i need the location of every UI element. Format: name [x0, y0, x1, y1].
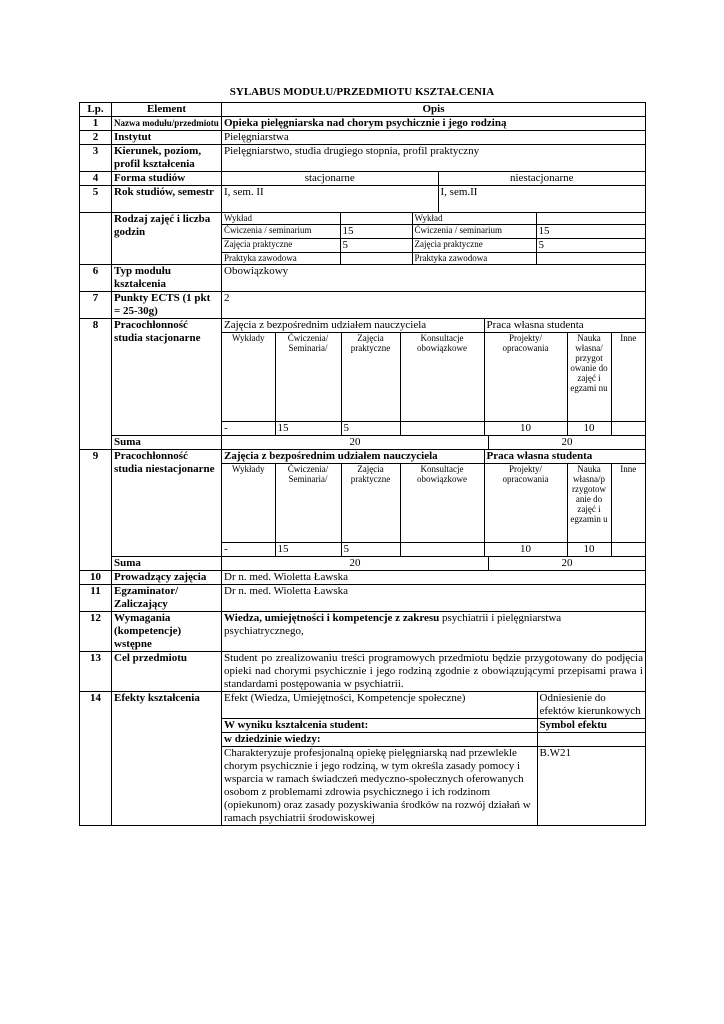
r8-suma-b: 20	[489, 436, 646, 449]
row-13-lp: 13	[80, 652, 112, 692]
r8-suma-a: 20	[222, 436, 489, 449]
row-1-lp: 1	[80, 117, 112, 131]
row-11-lp: 11	[80, 585, 112, 612]
row-12-label: Wymagania (kompetencje) wstępne	[112, 612, 222, 652]
row-4-label: Forma studiów	[112, 172, 222, 186]
row-2	[80, 131, 646, 145]
row-5-label: Rok studiów, semestr	[112, 186, 222, 213]
r9-v-inne	[611, 543, 645, 557]
r8-h-konsultacje: Konsultacje obowiązkowe	[400, 333, 484, 422]
subject-name: Opieka pielęgniarska nad chorym psychicznie i jego rodziną	[222, 117, 646, 131]
r9-group-a: Zajęcia z bezpośrednim udziałem nauczyciela	[222, 450, 484, 464]
row-8-lp: 8	[80, 319, 112, 450]
header-lp: Lp.	[80, 103, 112, 117]
row-3	[80, 145, 646, 172]
r8-h-inne: Inne	[611, 333, 645, 422]
header-element: Element	[112, 103, 222, 117]
row-11-label: Egzaminator/ Zaliczający	[112, 585, 222, 612]
row-3-lp: 3	[80, 145, 112, 172]
r8-v-wyklady: -	[222, 422, 275, 436]
row-9	[80, 450, 646, 557]
row-2-lp: 2	[80, 131, 112, 145]
st-wyklad-label: Wykład	[222, 213, 340, 225]
r9-v-zajecia: 5	[341, 543, 400, 557]
r8-h-projekty: Projekty/ opracowania	[484, 333, 567, 422]
row-7-label: Punkty ECTS (1 pkt = 25-30g)	[112, 292, 222, 319]
effects-col-b: Odniesienie do efektów kierunkowych	[537, 692, 645, 719]
row-1-label: Nazwa modułu/przedmiotu	[112, 117, 222, 131]
r8-v-nauka: 10	[567, 422, 611, 436]
r8-group-a: Zajęcia z bezpośrednim udziałem nauczyciela	[222, 319, 484, 333]
row-9-suma	[80, 557, 646, 571]
r8-h-zajecia: Zajęcia praktyczne	[341, 333, 400, 422]
r8-v-projekty: 10	[484, 422, 567, 436]
row-5	[80, 186, 646, 213]
row-11	[80, 585, 646, 612]
r8-v-zajecia: 5	[341, 422, 400, 436]
r9-suma-a: 20	[222, 557, 489, 570]
row-4	[80, 172, 646, 186]
st-zawodowa-label: Praktyka zawodowa	[222, 253, 340, 265]
r9-v-konsultacje	[400, 543, 484, 557]
row-8-label: Pracochłonność studia stacjonarne	[112, 319, 222, 436]
year-stacjonarne: I, sem. II	[222, 186, 438, 212]
objective-value: Student po zrealizowaniu treści programowych przedmiotu będzie przygotowany do podjęcia opieki nad chorymi psychicznie i jego rodziną zgodnie z obowiązującymi przepisami prawa i standardami postępowania w psychiatrii.	[222, 652, 646, 692]
row-13	[80, 652, 646, 692]
row-7	[80, 292, 646, 319]
row-6-label: Typ modułu kształcenia	[112, 265, 222, 292]
st-wyklad-hours	[340, 213, 412, 225]
r8-v-cwiczenia: 15	[275, 422, 341, 436]
row-9-label: Pracochłonność studia niestacjonarne	[112, 450, 222, 557]
year-niestacjonarne: I, sem.II	[438, 186, 645, 212]
row-3-label: Kierunek, poziom, profil kształcenia	[112, 145, 222, 172]
ns-zawodowa-label: Praktyka zawodowa	[412, 253, 536, 265]
r9-h-projekty: Projekty/ opracowania	[484, 464, 567, 543]
effect-text: Charakteryzuje profesjonalną opiekę pielęgniarską nad przewlekle chorym psychicznie i jego rodziną, w tym określa zasady pomocy i wsparcia w ramach świadczeń medyczno-społecznych oferowanych osobom z problemami zdrowia psychicznego i ich rodzinom (opiekunom) oraz zasady pozyskiwania środków na rozwój działań w ramach psychiatrii środowiskowej	[222, 747, 537, 826]
row-6-lp: 6	[80, 265, 112, 292]
effects-student: W wyniku kształcenia student:	[222, 719, 537, 733]
row-14-lp: 14	[80, 692, 112, 826]
ns-wyklad-hours	[536, 213, 645, 225]
r9-h-wyklady: Wykłady	[222, 464, 275, 543]
r9-h-inne: Inne	[611, 464, 645, 543]
effect-symbol: B.W21	[537, 747, 645, 826]
row-7-lp: 7	[80, 292, 112, 319]
st-praktyczne-hours: 5	[340, 239, 412, 253]
row-14	[80, 692, 646, 826]
ns-cwiczenia-hours: 15	[536, 225, 645, 239]
ns-zawodowa-hours	[536, 253, 645, 265]
form-niestacjonarne: niestacjonarne	[438, 172, 645, 185]
ns-praktyczne-hours: 5	[536, 239, 645, 253]
ns-wyklad-label: Wykład	[412, 213, 536, 225]
ns-praktyczne-label: Zajęcia praktyczne	[412, 239, 536, 253]
effects-col-a: Efekt (Wiedza, Umiejętności, Kompetencje społeczne)	[222, 692, 537, 719]
requirements-bold: Wiedza, umiejętności i kompetencje z zakresu	[224, 612, 440, 624]
ns-cwiczenia-label: Ćwiczenia / seminarium	[412, 225, 536, 239]
r8-v-inne	[611, 422, 645, 436]
ects-value: 2	[222, 292, 646, 319]
r8-v-konsultacje	[400, 422, 484, 436]
r9-h-nauka: Nauka własna/p rzygotow anie do zajęć i egzamin u	[567, 464, 611, 543]
row-10-label: Prowadzący zajęcia	[112, 571, 222, 585]
effects-wiedza: w dziedzinie wiedzy:	[222, 733, 537, 747]
row-13-label: Cel przedmiotu	[112, 652, 222, 692]
row-12-lp: 12	[80, 612, 112, 652]
row-9-suma-label: Suma	[112, 557, 222, 571]
row-4-lp: 4	[80, 172, 112, 186]
examiner-value: Dr n. med. Wioletta Ławska	[222, 585, 646, 612]
row-rodzaj	[80, 213, 646, 265]
header-opis: Opis	[222, 103, 646, 117]
requirements-value	[222, 612, 646, 652]
r9-h-zajecia: Zajęcia praktyczne	[341, 464, 400, 543]
r9-v-wyklady: -	[222, 543, 275, 557]
rodzaj-label: Rodzaj zajęć i liczba godzin	[112, 213, 222, 265]
effects-symbol-header: Symbol efektu	[537, 719, 645, 733]
st-praktyczne-label: Zajęcia praktyczne	[222, 239, 340, 253]
row-5-lp: 5	[80, 186, 112, 213]
row-14-label: Efekty kształcenia	[112, 692, 222, 826]
course-value: Pielęgniarstwo, studia drugiego stopnia, profil praktyczny	[222, 145, 646, 172]
r9-h-konsultacje: Konsultacje obowiązkowe	[400, 464, 484, 543]
r8-h-cwiczenia: Ćwiczenia/ Seminaria/	[275, 333, 341, 422]
row-10	[80, 571, 646, 585]
row-2-label: Instytut	[112, 131, 222, 145]
requirements-rest: psychiatrii i pielęgniarstwa psychiatrycznego,	[224, 612, 562, 637]
row-12	[80, 612, 646, 652]
document-title: SYLABUS MODUŁU/PRZEDMIOTU KSZTAŁCENIA	[229, 86, 495, 98]
row-10-lp: 10	[80, 571, 112, 585]
lecturer-value: Dr n. med. Wioletta Ławska	[222, 571, 646, 585]
r8-h-nauka: Nauka własna/ przygot owanie do zajęć i egzami nu	[567, 333, 611, 422]
r8-group-b: Praca własna studenta	[484, 319, 645, 333]
institute-value: Pielęgniarstwa	[222, 131, 646, 145]
r9-suma-b: 20	[489, 557, 646, 570]
r9-v-projekty: 10	[484, 543, 567, 557]
r8-h-wyklady: Wykłady	[222, 333, 275, 422]
row-8	[80, 319, 646, 436]
header-row	[80, 103, 646, 117]
row-9-lp: 9	[80, 450, 112, 571]
r9-v-nauka: 10	[567, 543, 611, 557]
r9-group-b: Praca własna studenta	[484, 450, 645, 464]
form-stacjonarne: stacjonarne	[222, 172, 438, 185]
syllabus-table	[79, 102, 646, 826]
r9-h-cwiczenia: Ćwiczenia/ Seminaria/	[275, 464, 341, 543]
r9-v-cwiczenia: 15	[275, 543, 341, 557]
row-6	[80, 265, 646, 292]
module-type-value: Obowiązkowy	[222, 265, 646, 292]
row-1	[80, 117, 646, 131]
row-8-suma	[80, 436, 646, 450]
st-zawodowa-hours	[340, 253, 412, 265]
st-cwiczenia-label: Ćwiczenia / seminarium	[222, 225, 340, 239]
st-cwiczenia-hours: 15	[340, 225, 412, 239]
row-8-suma-label: Suma	[112, 436, 222, 450]
